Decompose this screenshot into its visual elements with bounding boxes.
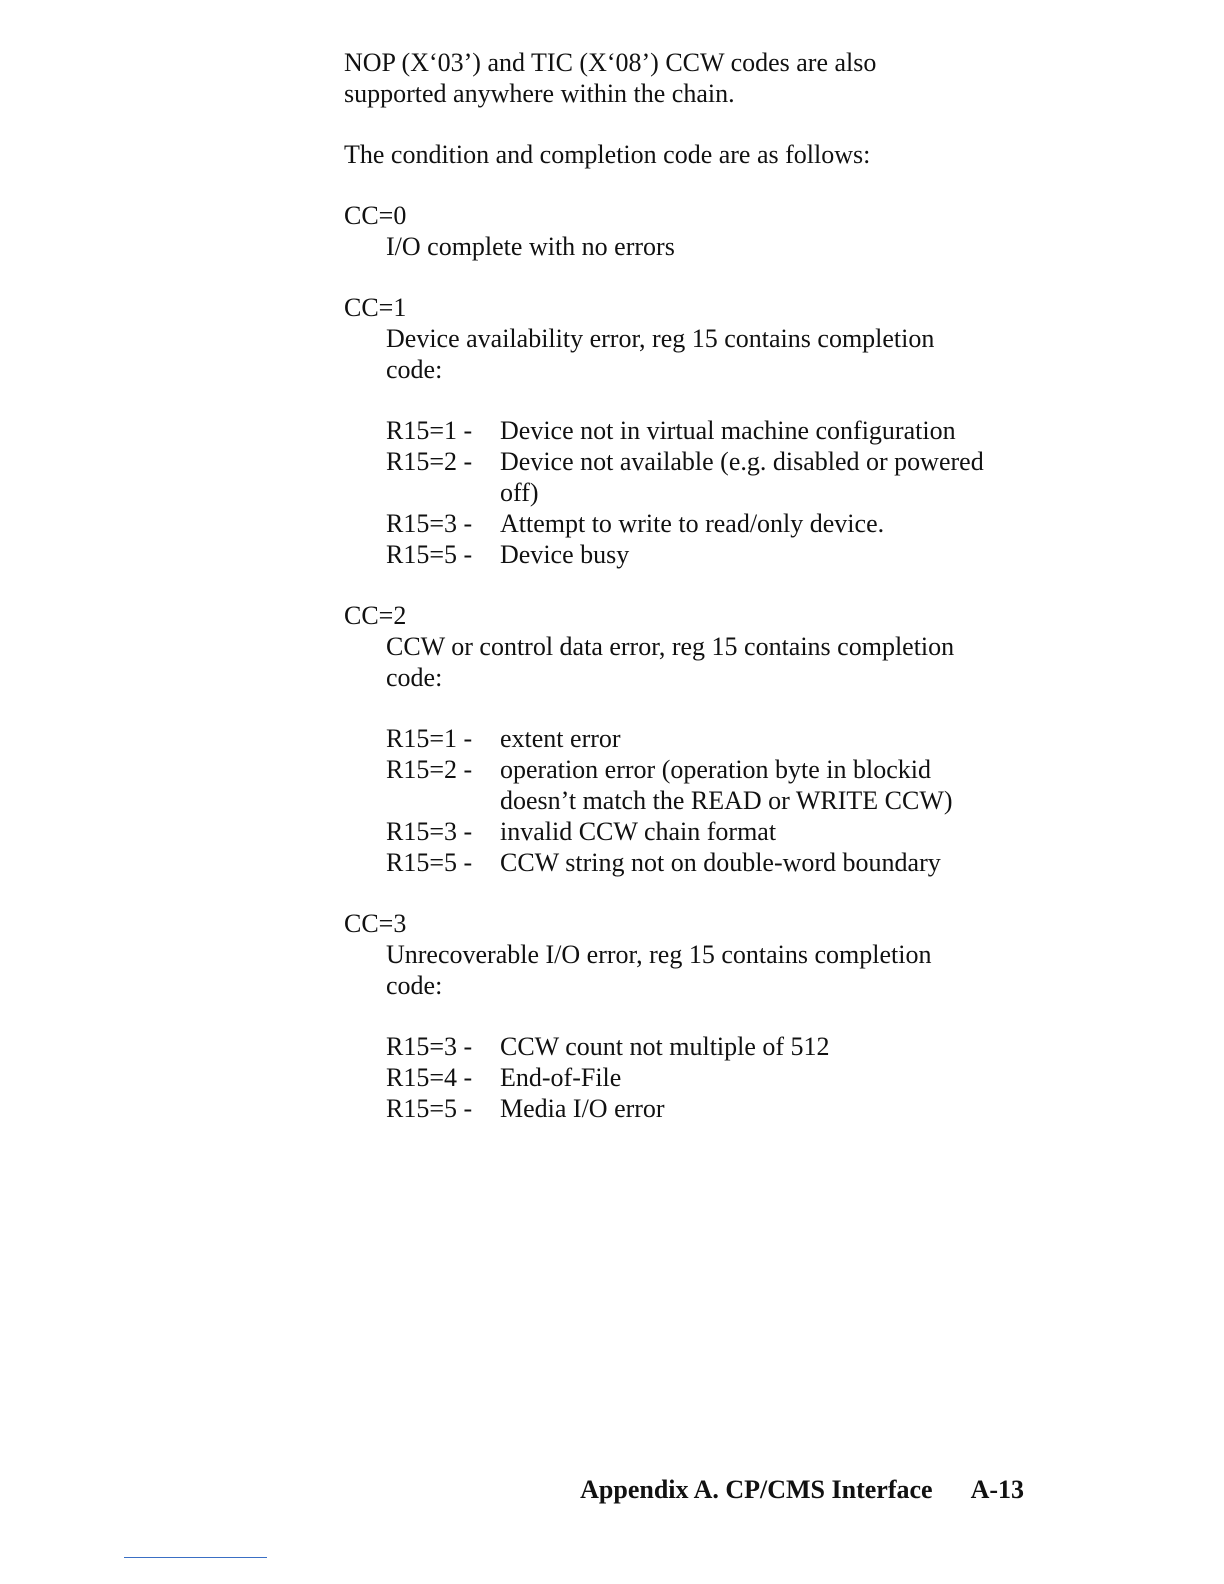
intro-line-2: supported anywhere within the chain. — [344, 79, 735, 108]
code-text: Attempt to write to read/only device. — [500, 509, 885, 538]
code-key: R15=5 - — [386, 540, 473, 569]
section-cc1 — [344, 292, 1044, 570]
completion-code-row — [386, 415, 1044, 446]
completion-code-row — [386, 539, 1044, 570]
completion-code-list — [386, 723, 1044, 878]
completion-code-row — [386, 446, 1044, 508]
footer-rule-divider — [124, 1557, 267, 1558]
cc-description: I/O complete with no errors — [386, 232, 675, 261]
code-text: Media I/O error — [500, 1094, 665, 1123]
code-key: R15=1 - — [386, 416, 473, 445]
code-text: Device not in virtual machine configuration — [500, 416, 956, 445]
code-key: R15=3 - — [386, 817, 473, 846]
code-key: R15=1 - — [386, 724, 473, 753]
cc-description: CCW or control data error, reg 15 contains completion code: — [386, 632, 955, 692]
code-key: R15=5 - — [386, 1094, 473, 1123]
code-text: End-of-File — [500, 1063, 622, 1092]
cc-label: CC=3 — [344, 909, 407, 938]
code-text: CCW count not multiple of 512 — [500, 1032, 830, 1061]
completion-code-row — [386, 816, 1044, 847]
code-key: R15=2 - — [386, 755, 473, 784]
section-cc3 — [344, 908, 1044, 1124]
completion-code-row — [386, 1062, 1044, 1093]
code-key: R15=3 - — [386, 509, 473, 538]
completion-code-row — [386, 1093, 1044, 1124]
footer-title: Appendix A. CP/CMS Interface — [580, 1475, 933, 1504]
code-text: Device not available (e.g. disabled or powered off) — [500, 447, 984, 507]
intro-line-1: NOP (X‘03’) and TIC (X‘08’) CCW codes are also — [344, 48, 877, 77]
code-text: Device busy — [500, 540, 630, 569]
code-text: invalid CCW chain format — [500, 817, 777, 846]
code-key: R15=5 - — [386, 848, 473, 877]
page-number: A-13 — [970, 1475, 1024, 1504]
code-key: R15=3 - — [386, 1032, 473, 1061]
completion-code-row — [386, 508, 1044, 539]
completion-code-row — [386, 754, 1044, 816]
code-text: operation error (operation byte in blockid doesn’t match the READ or WRITE CCW) — [500, 755, 953, 815]
completion-code-row — [386, 847, 1044, 878]
code-text: CCW string not on double-word boundary — [500, 848, 941, 877]
section-cc0 — [344, 200, 1044, 262]
completion-code-list — [386, 1031, 1044, 1124]
completion-code-row — [386, 723, 1044, 754]
cc-label: CC=1 — [344, 293, 407, 322]
cc-label: CC=0 — [344, 201, 407, 230]
page-footer — [480, 1475, 1024, 1505]
cc-description: Unrecoverable I/O error, reg 15 contains completion code: — [386, 940, 932, 1000]
cc-description: Device availability error, reg 15 contains completion code: — [386, 324, 935, 384]
cc-label: CC=2 — [344, 601, 407, 630]
section-cc2 — [344, 600, 1044, 878]
page-content — [344, 47, 1044, 1124]
code-text: extent error — [500, 724, 621, 753]
completion-code-list — [386, 415, 1044, 570]
completion-code-row — [386, 1031, 1044, 1062]
intro-line-3: The condition and completion code are as follows: — [344, 140, 871, 169]
code-key: R15=4 - — [386, 1063, 473, 1092]
code-key: R15=2 - — [386, 447, 473, 476]
